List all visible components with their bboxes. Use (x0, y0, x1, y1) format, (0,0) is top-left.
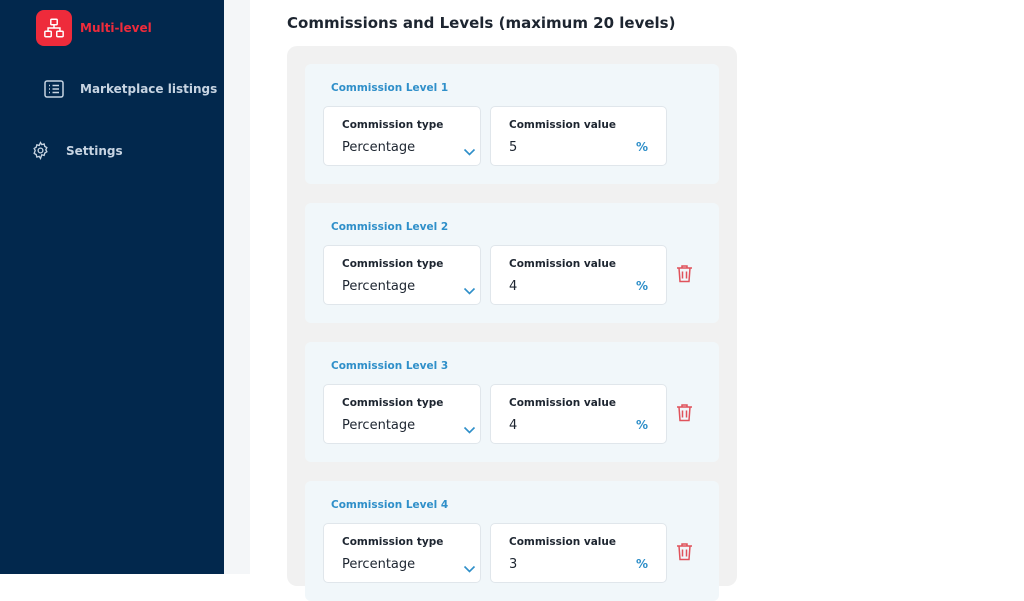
field-label: Commission value (509, 119, 616, 131)
chevron-down-icon (463, 148, 476, 156)
trash-icon[interactable] (676, 542, 693, 561)
commission-value-input[interactable] (490, 245, 667, 305)
sidebar-item-label: Marketplace listings (80, 82, 218, 96)
selected-value: Percentage (342, 557, 416, 572)
level-title: Commission Level 3 (331, 360, 449, 372)
percent-unit: % (635, 140, 648, 154)
selected-value: Percentage (342, 140, 416, 155)
level-title: Commission Level 1 (331, 82, 449, 94)
commission-level-card (305, 64, 719, 184)
trash-icon[interactable] (676, 264, 693, 283)
chevron-down-icon (463, 287, 476, 295)
commission-value-input[interactable] (490, 523, 667, 583)
input-value: 3 (509, 557, 518, 572)
percent-unit: % (635, 557, 648, 571)
percent-unit: % (635, 418, 648, 432)
commission-type-select[interactable] (323, 384, 481, 444)
chevron-down-icon (463, 565, 476, 573)
section-title: Commissions and Levels (maximum 20 levels) (287, 14, 676, 32)
sitemap-icon (36, 10, 72, 46)
level-title: Commission Level 2 (331, 221, 449, 233)
selected-value: Percentage (342, 418, 416, 433)
field-label: Commission value (509, 397, 616, 409)
field-label: Commission value (509, 536, 616, 548)
input-value: 4 (509, 418, 518, 433)
gear-icon (31, 141, 50, 160)
input-value: 4 (509, 279, 518, 294)
commission-type-select[interactable] (323, 245, 481, 305)
level-title: Commission Level 4 (331, 499, 449, 511)
commission-level-card (305, 481, 719, 601)
sidebar-item-settings[interactable] (31, 141, 123, 160)
commission-level-card (305, 203, 719, 323)
list-icon (44, 80, 64, 98)
chevron-down-icon (463, 426, 476, 434)
percent-unit: % (635, 279, 648, 293)
commission-level-card (305, 342, 719, 462)
field-label: Commission type (342, 536, 444, 548)
trash-icon[interactable] (676, 403, 693, 422)
commission-value-input[interactable] (490, 106, 667, 166)
field-label: Commission type (342, 397, 444, 409)
field-label: Commission value (509, 258, 616, 270)
content-gutter (224, 0, 250, 574)
commission-value-input[interactable] (490, 384, 667, 444)
sidebar-item-label: Multi-level (80, 21, 152, 35)
field-label: Commission type (342, 119, 444, 131)
commission-type-select[interactable] (323, 106, 481, 166)
sidebar-item-label: Settings (66, 143, 123, 158)
selected-value: Percentage (342, 279, 416, 294)
commission-type-select[interactable] (323, 523, 481, 583)
field-label: Commission type (342, 258, 444, 270)
sidebar (0, 0, 224, 574)
sidebar-item-multi-level[interactable] (36, 10, 152, 46)
sidebar-item-marketplace-listings[interactable] (44, 80, 217, 98)
input-value: 5 (509, 140, 518, 155)
